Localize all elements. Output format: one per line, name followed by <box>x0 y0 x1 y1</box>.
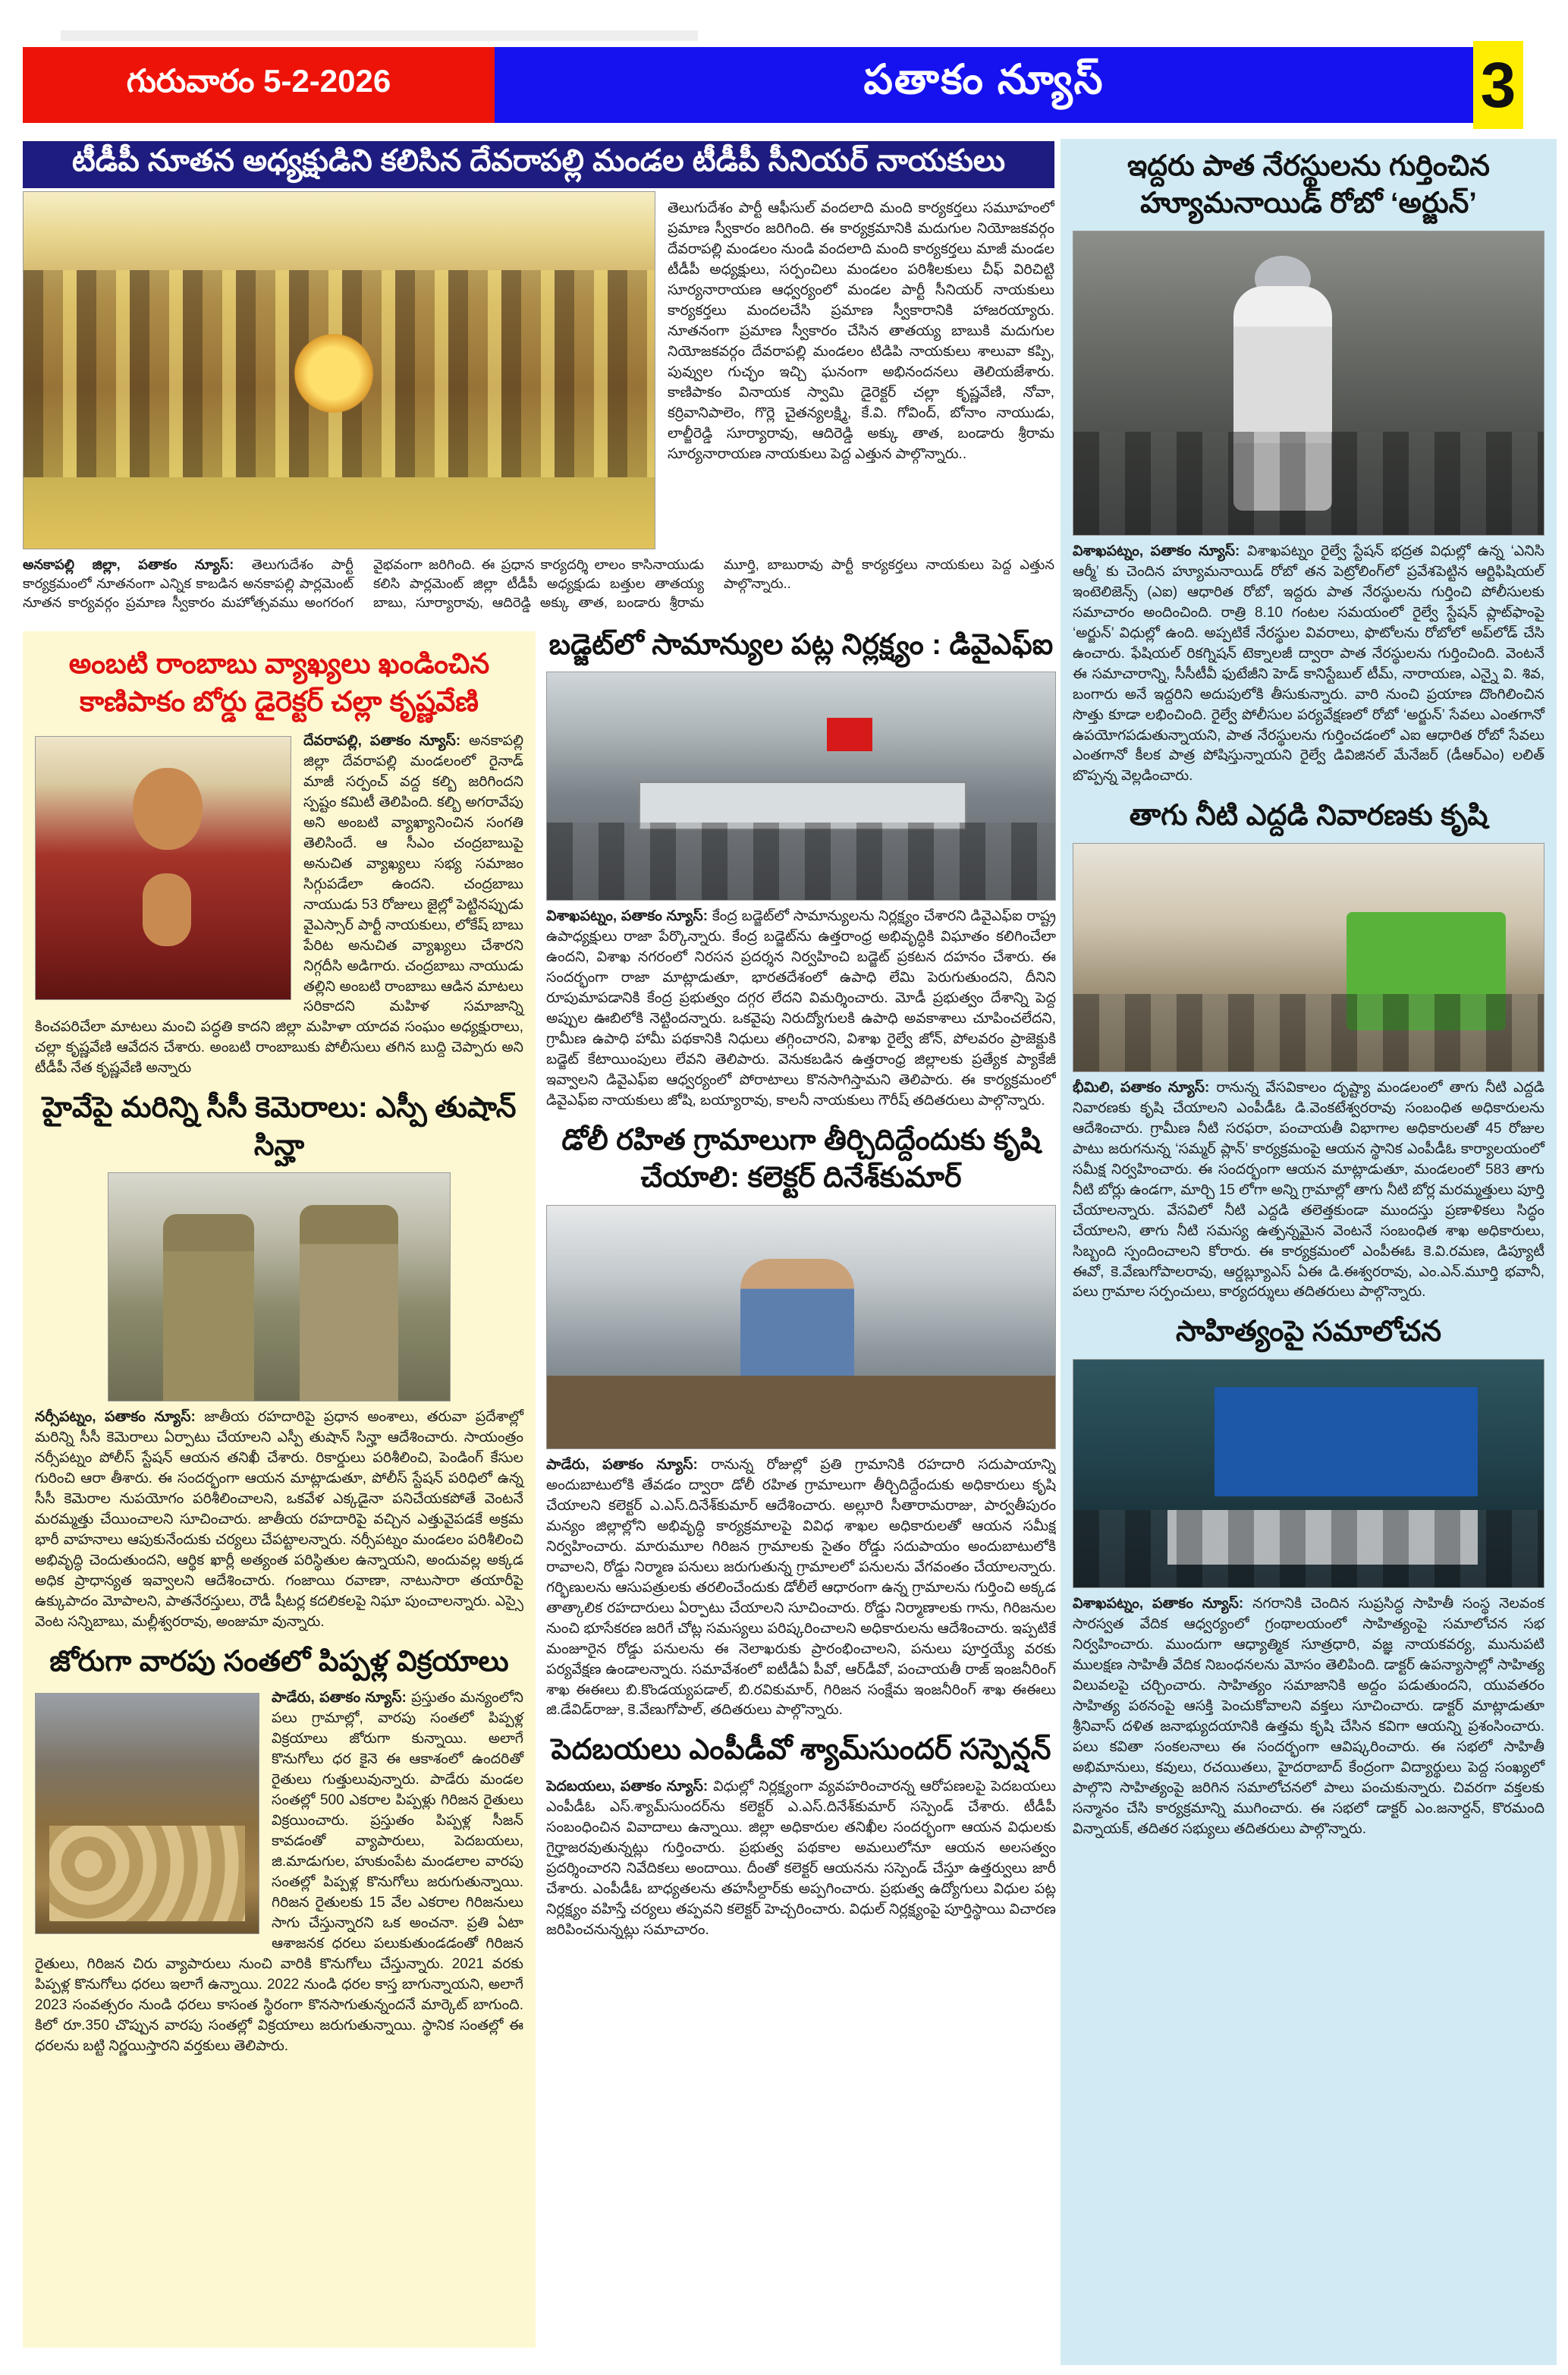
masthead <box>495 47 1473 123</box>
audience-figures <box>1073 1510 1544 1587</box>
headline-sp-cameras: హైవేపై మరిన్ని సీసీ కెమెరాలు: ఎస్పీ తుషాన్ సిన్హా <box>42 1092 517 1162</box>
masthead-title: పతాకం న్యూస్ <box>863 57 1105 102</box>
lead-caption-text: తెలుగుదేశం పార్టీ కార్యక్రమంలో నూతనంగా ఎన్నిక కాబడిన అనకాపల్లి పార్లమెంట్ నూతన కార్యవర్గం ప్రమాణ స్వీకారం మహోత్సవము అంగరంగ వైభవంగా జరిగింది. ఈ ప్రధాన కార్యదర్శి లాలం కాసినాయుడు కలిసి పార్లమెంట్ జిల్లా టీడీపీ అధ్యక్షుడు బత్తుల తాతయ్య బాబు, సూర్యారావు, ఆదిరెడ్డి అక్కు తాత, బండారు శ్రీరామ మూర్తి, బాబురావు పార్టీ కార్యకర్తలు నాయకులు పెద్ద ఎత్తున పాల్గొన్నారు.. <box>23 557 1054 611</box>
water-body: భీమిలి, పతాకం న్యూస్: రానున్న వేసవికాలం దృష్ట్యా మండలంలో తాగు నీటి ఎద్దడి నివారణకు కృషి చేయాలని ఎంపీడీఓ డి.వెంకటేశ్వరరావు సంబంధిత అధికారులను ఆదేశించారు. గ్రామీణ నీటి సరఫరా, పంచాయతీ విభాగాల అధికారులతో 45 రోజుల పాటు జరుగనున్న ‘సమ్మర్ ప్లాన్’ కార్యక్రమంపై ఆయన స్థానిక ఎంపీడీఓ కార్యాలయంలో సమీక్ష నిర్వహించారు. ఈ సందర్భంగా ఆయన మాట్లాడుతూ, మండలంలో 583 తాగు నీటి బోర్లు ఉండగా, మార్చి 15 లోగా అన్ని గ్రామాల్లో తాగు నీటి బోర్ల మరమ్మత్తులు పూర్తి చేయాలన్నారు. వేసవిలో నీటి ఎద్దడి తలెత్తకుండా ముందస్తు ప్రణాళికలు సిద్ధం చేయాలని, తాగు నీటి సమస్య ఉత్పన్నమైన వెంటనే సంబంధిత శాఖ అధికారులు, సిబ్బంది స్పందించాలని కోరారు. ఈ కార్యక్రమంలో ఎంపీఈఓ కె.వి.రమణ, డిప్యూటీ ఈవో, కె.వేణుగోపాలరావు, ఆర్డబ్ల్యూఎస్ ఏఈ డి.ఈశ్వరరావు, ఎం.ఎన్.మూర్తి భవానీ, పలు గ్రామాల సర్పంచులు, కార్యదర్శులు తదితరులు పాల్గొన్నారు. <box>1073 1079 1544 1301</box>
stage-backdrop-shape <box>1214 1387 1478 1496</box>
collector-dateline: పాడేరు, పతాకం న్యూస్: <box>546 1456 698 1473</box>
lead-body-text: తెలుగుదేశం పార్టీ ఆఫీసుల్ వందలాది మంది కార్యకర్తలు సమూహంలో ప్రమాణ స్వీకారం జరిగింది. ఈ కార్యక్రమానికి మదుగుల నియోజకవర్గం దేవరాపల్లి మండలం నుండి వందలాది మంది కార్యకర్తలు మాజీ మండల టీడీపీ అధ్యక్షులు, సర్పంచిలు మండలం పరిశీలకులు చీఫ్ విరిచిట్టి సూర్యనారాయణ ఆధ్వర్యంలో మండల పార్టీ సీనియర్ నాయకులు కార్యకర్తలు మందలచేసి ప్రమాణ స్వీకారానికి హాజరయ్యారు. నూతనంగా ప్రమాణ స్వీకారం చేసిన తాతయ్య బాబుకి మదుగుల నియోజకవర్గం దేవరాపల్లి మండలం టిడిపి నాయకులు శాలువా కప్పి, పువ్వుల గుచ్ఛం ఇచ్చి ఘనంగా అభినందనలు తెలియజేశారు. కాణిపాకం వినాయక స్వామి డైరెక్టర్ చల్లా కృష్ణవేణి, నోవా, కర్రివానిపాలెం, గొర్లె చైతన్యలక్ష్మి, కే.వి. గోవింద్, బోనాం నాయుడు, లాల్జీరెడ్డి సూర్యారావు, ఆదిరెడ్డి అక్కు తాత, బండారు శ్రీరామ సూర్యనారాయణ నాయకులు పెద్ద ఎత్తున పాల్గొన్నారు.. <box>668 200 1054 462</box>
headline-literature: సాహిత్యంపై సమాలోచన <box>1175 1316 1442 1348</box>
header-shadow-strip <box>61 30 698 41</box>
robot-body-text: విశాఖపట్నం, పతాకం న్యూస్: విశాఖపట్నం రైల్వే స్టేషన్ భద్రత విధుల్లో ఉన్న ‘ఎనిసి ఆర్మీ’ కు చెందిన హ్యూమనాయిడ్ రోబో తన పెట్రోలింగ్‌లో ప్రవేశపెట్టిన ఆర్టిఫిషియల్ ఇంటెలిజెన్స్ (ఎఐ) ఆధారిత రోబో, ఇద్దరు పాత నేరస్థులను గుర్తించి పోలీసులకు సమాచారం అందించింది. రాత్రి 8.10 గంటల సమయంలో రైల్వే స్టేషన్ ప్లాట్‌ఫాంపై ‘అర్జున్’ విధుల్లో ఉంది. అప్పటికే నేరస్థుల వివరాలు, ఫొటోలను రోబోలో అప్‌లోడ్ చేసి ఉంచారు. ఫేషియల్ రికగ్నిషన్ టెక్నాలజీ ద్వారా పాత నేరస్థులను గుర్తించింది. వెంటనే ఈ సమాచారాన్ని, సీసీటీవీ ఫుటేజీని హెడ్ కానిస్టేబుల్ టీమ్, నారాయణ, ఎన్నై వి. శివ, బంగారు అనే ఇద్దరిని అదుపులోకి తీసుకున్నారు. వారి నుంచి ప్రయాణ దొంగిలించిన సొత్తు కూడా లభించింది. రైల్వే పోలీసుల పర్యవేక్షణలో రోబో ‘అర్జున్’ సేవలు ఎంతగానో ఉపయోగపడుతున్నాయని, పాత నేరస్థులను గుర్తించడంలో ఎఐ ఆధారిత రోబో సేవలు ఎంతగానో కీలక పాత్ర పోషిస్తున్నాయని రైల్వే డివిజినల్ మేనేజర్ (డీఆర్ఎం) లలిత్ బొప్పన్న వెల్లడించారు. <box>1073 543 1544 785</box>
photo-krishnaveni <box>35 736 291 1000</box>
officer-figure <box>163 1214 254 1401</box>
sacks-shape <box>49 1826 246 1921</box>
lead-headline: టీడీపీ నూతన అధ్యక్షుడిని కలిసిన దేవరాపల్లి మండల టీడీపీ సీనియర్ నాయకులు <box>71 143 1006 178</box>
sp-cameras-dateline: నర్సీపట్నం, పతాకం న్యూస్: <box>35 1409 196 1426</box>
left-column <box>23 631 536 2348</box>
lead-caption-dateline: అనకాపల్లి జిల్లా, పతాకం న్యూస్: <box>23 557 234 572</box>
officials-figures <box>1073 994 1544 1071</box>
headline-dyfi: బడ్జెట్‌లో సామాన్యుల పట్ల నిర్లక్ష్యం : డివైఎఫ్ఐ <box>548 629 1054 661</box>
photo-dyfi-protest <box>546 672 1056 901</box>
page-number-box <box>1473 41 1523 129</box>
collector-figure <box>740 1259 854 1395</box>
headline-krishnaveni: అంబటి రాంబాబు వ్యాఖ్యలు ఖండించిన కాణిపాకం బోర్డు డైరెక్టర్ చల్లా కృష్ణవేణి <box>68 648 490 717</box>
water-dateline: భీమిలి, పతాకం న్యూస్: <box>1073 1079 1210 1096</box>
mpdo-dateline: పెదబయలు, పతాకం న్యూస్: <box>546 1778 709 1795</box>
photo-robot-arjun <box>1073 231 1544 536</box>
headline-robot: ఇద్దరు పాత నేరస్థులను గుర్తించిన హ్యూమనాయిడ్ రోబో ‘అర్జున్’ <box>1127 150 1490 220</box>
pippala-dateline: పాడేరు, పతాకం న్యూస్: <box>272 1690 407 1707</box>
police-figures <box>1073 432 1544 535</box>
desk-shape <box>547 1376 1055 1449</box>
officer-figure <box>300 1205 398 1401</box>
photo-water-tanker <box>1073 843 1544 1072</box>
folded-hands-shape <box>143 873 191 946</box>
krishnaveni-body: దేవరాపల్లి, పతాకం న్యూస్: అనకాపల్లి జిల్లా దేవరాపల్లి మండలంలో రైనాడ్ మాజీ సర్పంచ్ వద్ద కల్బి జరిగిందని స్పష్టం కమిటీ తెలిపింది. కల్బి అగరావేపు అని అంబటి వ్యాఖ్యానించిన సంగతి తెలిసిందే. ఆ సీఎం చంద్రబాబుపై అనుచిత వ్యాఖ్యలు సభ్య సమాజం సిగ్గుపడేలా ఉందని. చంద్రబాబు నాయుడు 53 రోజులు జైల్లో పెట్టినప్పుడు వైఎస్సార్ పార్టీ నాయకులు, లోకేష్ బాబు పేరిట అనుచిత వ్యాఖ్యలు చేశారని నిగ్గదీసి అడిగారు. చంద్రబాబు నాయుడు తల్లిని అంబటి రాంబాబు ఆడిన మాటలు సరికాదని మహిళ సమాజాన్ని కించపరిచేలా మాటలు మంచి పద్ధతి కాదని జిల్లా మహిళా యాదవ సంఘం అధ్యక్షురాలు, చల్లా కృష్ణవేణి ఆవేదన చేశారు. అంబటి రాంబాబుకు పోలీసులు తగిన బుద్ది చెప్పారు అని టీడీపీ నేత కృష్ణవేణి అన్నారు <box>35 732 523 1077</box>
headline-collector: డోలీ రహిత గ్రామాలుగా తీర్చిదిద్దేందుకు కృషి చేయాలి: కలెక్టర్ దినేశ్‌కుమార్ <box>561 1125 1041 1194</box>
lead-article-body <box>668 193 1054 551</box>
literature-body: విశాఖపట్నం, పతాకం న్యూస్: నగరానికి చెందిన సుప్రసిద్ధ సాహితీ సంస్థ నెలవంక సారస్వత వేదిక ఆధ్వర్యంలో గ్రంథాలయంలో సాహిత్యంపై సమాలోచన సభ నిర్వహించారు. ముందుగా ఆధ్యాత్మిక సూత్రధారి, వజ్ఞ నాయకవర్య, మునుపటి ములక్షణ సాహితీ వేదిక నిబంధనలను మోసం తెలిపింది. డాక్టర్ ఉపన్యాసాల్లో సాహిత్య విలువలపై చర్చించారు. సాహిత్యం సమాజానికి అద్దం పడుతుందని, యువతరం సాహిత్య పఠనంపై ఆసక్తి పెంచుకోవాలని వక్తలు సూచించారు. డాక్టర్ మాట్లాడుతూ శ్రీనివాస్ దళిత జనాభ్యుదయానికి ఉత్తమ కృషి చేసిన కవిగా ఆయన్ని ప్రశంసించారు. పలు కవితా సంకలనాలు ఈ సందర్భంగా ఆవిష్కరించారు. ఈ సభలో సాహితీ అభిమానులు, కవులు, రచయితలు, హైదరాబాద్ కేంద్రంగా విద్యార్థులు పెద్ద సంఖ్యలో పాల్గొని సాహిత్యంపై జరిగిన సమాలోచనలో పాలు పంచుకున్నారు. చివరగా వక్తలకు సన్మానం చేసి కార్యక్రమాన్ని ముగించారు. ఈ సభలో డాక్టర్ ఎం.జనార్దన్, కొరమంది విన్నాయక్, తదితర సభ్యులు తదితరులు పాల్గొన్నారు. <box>1073 1595 1544 1837</box>
literature-dateline: విశాఖపట్నం, పతాకం న్యూస్: <box>1073 1595 1244 1612</box>
sp-cameras-body: నర్సీపట్నం, పతాకం న్యూస్: జాతీయ రహదారిపై ప్రధాన అంశాలు, తరువా ప్రదేశాల్లో మరిన్ని సీసీ కెమెరాలు ఏర్పాటు చేయాలని ఎస్పీ తుషాన్ సిన్హా ఆదేశించారు. సాయంత్రం నర్సీపట్నం పోలీస్ స్టేషన్ ఆయన తనిఖీ చేశారు. రికార్డులు పరిశీలించి, పెండింగ్ కేసుల గురించి ఆరా తీశారు. ఈ సందర్భంగా ఆయన మాట్లాడుతూ, పోలీస్ స్టేషన్ పరిధిలో ఉన్న సీసీ కెమెరాల నుపయోగం పరిశీలించాలని, ఒకవేళ ఎక్కడైనా పనిచేయకపోతే వెంటనే మరమ్మత్తు చేయించాలని సూచించారు. జాతీయ రహదారిపై వచ్చిన ఎత్తువైపడకే అక్రమ భారీ వాహనాలు ఆపుకునేందుకు చర్యలు చేపట్టాలన్నారు. నర్సీపట్నం మండలం పరిశీలించి అభివృద్ధి చెందుతుందని, ఆర్థిక ఖార్లీ అత్యంత పరిస్థితుల ఉన్నాయని, అందువల్ల అక్కడ అధిక ప్రాధాన్యత ఇవ్వాలని ఆదేశించారు. గంజాయి రవాణా, నాటుసారా తయారీపై ఉక్కుపాదం మోపాలని, పాతనేరస్తులు, రౌడీ షీటర్ల కదలికలపై నిఘా పుంచాలన్నారు. ఎస్సై వెంట సన్నిబాబు, మల్లీశ్వరరావు, అంజుమా వున్నారు. <box>35 1409 523 1630</box>
photo-tdp-group <box>23 191 655 549</box>
dyfi-body: విశాఖపట్నం, పతాకం న్యూస్: కేంద్ర బడ్జెట్‌లో సామాన్యులను నిర్లక్ష్యం చేశారని డివైఎఫ్ఐ రాష్ట్ర ఉపాధ్యక్షులు రాజా పేర్కొన్నారు. కేంద్ర బడ్జెట్‌ను ఉత్తరాంధ్ర అభివృద్ధికి విఘాతం కలిగించేలా ఉందని, విశాఖ నగరంలో నిరసన ప్రదర్శన నిర్వహించి బడ్జెట్ ప్రకటన దహనం చేశారు. ఈ సందర్భంగా రాజా మాట్లాడుతూ, భారతదేశంలో ఉపాధి లేమి పెరుగుతుందని, దీనిని రూపుమాపడానికి కేంద్ర ప్రభుత్వం దగ్గర లేదని విమర్శించారు. మోడీ ప్రభుత్వం దేశాన్ని పెద్ద అప్పుల ఊబిలోకి నెట్టిందన్నారు. ఒకవైపు నిరుద్యోగులకి ఉపాధి అవకాశాలు చూపించలేదని, గ్రామీణ ఉపాధి హామీ పథకానికి నిధులు తగ్గించారని, విశాఖ రైల్వే జోన్, పోలవరం ప్రాజెక్టుకి బడ్జెట్ కేటాయింపులు లేవని తెలిపారు. వెనుకబడిన ఉత్తరాంధ్ర జిల్లాలకు ప్రత్యేక ప్యాకేజీ ఇవ్వాలని డివైఎఫ్ఐ ఆధ్వర్యంలో పోరాటాలు కొనసాగిస్తామని తెలిపారు. ఈ కార్యక్రమంలో డివైఎఫ్ఐ నాయకులు జోషి, బయ్యారావు, కాలనీ నాయకులు గౌరీష్ తదితరులు పాల్గొన్నారు. <box>546 908 1056 1109</box>
garland-shape <box>288 328 379 419</box>
right-column <box>1061 139 1557 2365</box>
robot-dateline: విశాఖపట్నం, పతాకం న్యూస్: <box>1073 543 1240 559</box>
photo-literary-meet <box>1073 1359 1544 1588</box>
photo-police-officers <box>108 1172 451 1401</box>
photo-collector-office <box>546 1205 1056 1449</box>
mpdo-body: పెదబయలు, పతాకం న్యూస్: విధుల్లో నిర్లక్ష్యంగా వ్యవహరించారన్న ఆరోపణలపై పెదబయలు ఎంపీడీఓ ఎస్.శ్యామ్‌సుందర్‌ను కలెక్టర్ ఎ.ఎస్.దినేశ్‌కుమార్ సస్పెండ్ చేశారు. టీడీపీ సంబంధించిన వివాదాలు ఉన్నాయి. జిల్లా అధికారుల తనిఖీల సందర్భంగా ఆయన విధులకు గైర్హాజరవుతున్నట్లు గుర్తించారు. ప్రభుత్వ పథకాల అమలులోనూ ఆయన అలసత్వం ప్రదర్శించారని నివేదికలు అందాయి. దీంతో కలెక్టర్ ఆయనను సస్పెండ్ చేస్తూ ఉత్తర్వులు జారీ చేశారు. ఎంపీడీఓ బాధ్యతలను తహసీల్దార్‌కు అప్పగించారు. ప్రభుత్వ ఉద్యోగులు విధుల పట్ల నిర్లక్ష్యం వహిస్తే చర్యలు తప్పవని కలెక్టర్ హెచ్చరించారు. విధుల్ నిర్లక్ష్యంపై పూర్తిస్థాయి విచారణ జరిపించనున్నట్లు సమాచారం. <box>546 1778 1056 1938</box>
headline-water: తాగు నీటి ఎద్దడి నివారణకు కృషి <box>1129 800 1488 832</box>
face-shape <box>133 768 203 850</box>
date-label: గురువారం 5-2-2026 <box>126 62 391 99</box>
middle-column <box>546 621 1056 2363</box>
krishnaveni-dateline: దేవరాపల్లి, పతాకం న్యూస్: <box>303 732 461 749</box>
protesters-figures <box>547 823 1055 900</box>
photo-weekly-market <box>35 1693 259 1934</box>
lead-caption-wrap <box>23 555 1054 624</box>
pippala-body: పాడేరు, పతాకం న్యూస్: ప్రస్తుతం మన్యంలోని పలు గ్రామాల్లో, వారపు సంతలో పిప్పళ్ల విక్రయాలు జోరుగా కున్నాయి. అలాగే కొనుగోలు ధర కైనె ఈ ఆకాశంలో ఉందరితో రైతులు గుత్తులువున్నారు. పాడేరు మండల సంతల్లో 500 ఎకరాల పిప్పళ్లు గిరిజన రైతులు విక్రయించారు. ప్రస్తుతం పిప్పళ్ల సీజన్ కావడంతో వ్యాపారులు, పెదబయలు, జి.మాడుగుల, హుకుంపేట మండలాల వారపు సంతల్లో పిప్పళ్ల కొనుగోలు జరుగుతున్నాయి. గిరిజన రైతులకు 15 వేల ఎకరాల గిరిజనులు సాగు చేస్తున్నారని ఒక అంచనా. ప్రతి ఏటా ఆశాజనక ధరలు పలుకుతుండడంతో గిరిజన రైతులు, గిరిజన చిరు వ్యాపారులు నుంచి వారికి కొనుగోలు చేస్తున్నారు. 2021 వరకు పిప్పళ్ల కొనుగోలు ధరలు ఇలాగే ఉన్నాయి. 2022 నుండి ధరల కాస్త బాగున్నాయని, అలాగే 2023 సంవత్సరం నుండి ధరలు కాసంత స్థిరంగా కొనసాగుతున్నందనే మార్కెట్ బాగుంది. కిలో రూ.350 చొప్పున వారపు సంతల్లో విక్రయాలు జరుగుతున్నాయి. స్థానిక సంతల్లో ఈ ధరలను బట్టి నిర్ణయిస్తారని వర్తకులు తెలిపారు. <box>35 1690 523 2054</box>
headline-mpdo: పెదబయలు ఎంపీడీవో శ్యామ్‌సుందర్ సస్పెన్షన్ <box>551 1734 1051 1766</box>
dyfi-dateline: విశాఖపట్నం, పతాకం న్యూస్: <box>546 908 709 925</box>
red-flag-shape <box>827 718 872 751</box>
headline-pippala: జోరుగా వారపు సంతలో పిప్పళ్ల విక్రయాలు <box>49 1645 509 1678</box>
page-number: 3 <box>1480 49 1516 121</box>
collector-body: పాడేరు, పతాకం న్యూస్: రానున్న రోజుల్లో ప్రతి గ్రామానికి రహదారి సదుపాయాన్ని అందుబాటులోకి తేవడం ద్వారా డోలీ రహిత గ్రామాలుగా తీర్చిదిద్దేందుకు అధికారులు కృషి చేయాలని కలెక్టర్ ఎ.ఎస్.దినేశ్‌కుమార్ ఆదేశించారు. అల్లూరి సీతారామరాజు, పార్వతీపురం మన్యం జిల్లాల్లోని అభివృద్ధి కార్యక్రమాలపై వివిధ శాఖల అధికారులతో ఆయన సమీక్ష నిర్వహించారు. మారుమూల గిరిజన గ్రామాలకు సైతం రోడ్డు సదుపాయం అందుబాటులోకి రావాలని, రోడ్డు నిర్మాణ పనులు జరుగుతున్న గ్రామాలలో పనులను వేగవంతం చేయాలన్నారు. గర్భిణులను ఆసుపత్రులకు తరలించేందుకు డోలీలే ఆధారంగా ఉన్న గ్రామాలను గుర్తించి అక్కడ తాత్కాలిక రహదారులు ఏర్పాటు చేయాలని సూచించారు. రోడ్డు నిర్మాణాలకు గాను, గిరిజనుల నుంచి భూసేకరణ జరిగే చోట్ల సమస్యలు పరిష్కరించాలని అధికారులను ఆదేశించారు. ఇప్పటికే మంజూరైన రోడ్డు పనులను ఈ నెలాఖరుకు ప్రారంభించాలని, పనులు పూర్తయ్యే వరకు పర్యవేక్షణ ఉండాలన్నారు. సమావేశంలో ఐటీడీఏ పీవో, ఆర్‌డీవో, పంచాయతీ రాజ్ ఇంజనీరింగ్ శాఖ ఈఈలు బి.కొండయ్యపడాల్, బి.రవికుమార్, గిరిజన సంక్షేమ ఇంజనీరింగ్ శాఖ ఈఈలు జి.డేవిడ్‌రాజు, కె.వేణుగోపాల్, తదితరులు పాల్గొన్నారు. <box>546 1456 1056 1719</box>
lead-headline-bar <box>23 141 1054 188</box>
lead-caption <box>23 555 1054 613</box>
date-box <box>23 47 495 123</box>
